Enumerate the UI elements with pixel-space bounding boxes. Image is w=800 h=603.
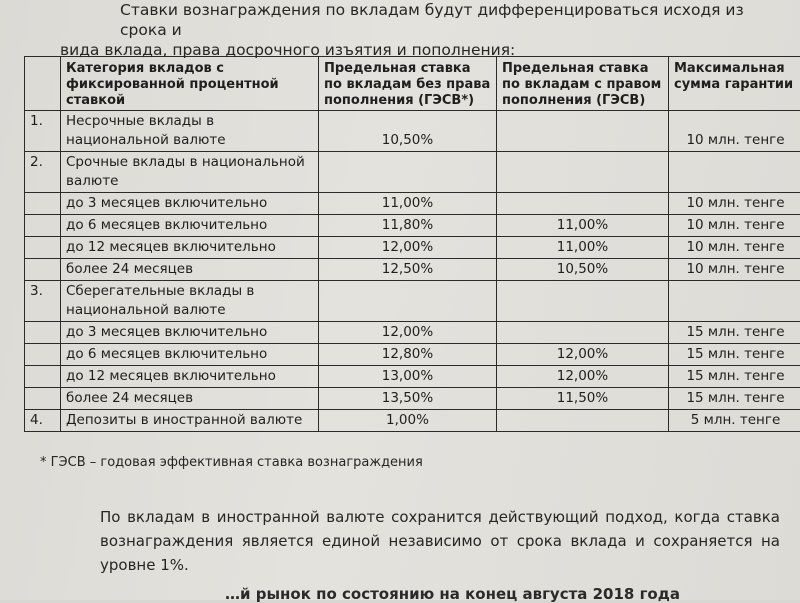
row-category: Сберегательные вклады в национальной валюте [61,281,319,322]
rate-with-replenishment: 11,50% [497,388,669,410]
row-number [25,259,61,281]
rate-without-replenishment: 13,50% [319,388,497,410]
max-guarantee: 10 млн. тенге [669,111,800,152]
row-number: 2. [25,152,61,193]
header-guarantee: Максимальная сумма гарантии [669,57,800,111]
rate-without-replenishment: 13,00% [319,366,497,388]
body-paragraph [40,505,780,577]
rate-with-replenishment [497,410,669,432]
row-number: 4. [25,410,61,432]
row-category: до 6 месяцев включительно [61,215,319,237]
table-row [25,111,800,152]
rate-with-replenishment: 12,00% [497,344,669,366]
intro-line-2: вида вклада, права досрочного изъятия и пополнения: [60,40,780,60]
row-category: до 3 месяцев включительно [61,322,319,344]
row-number [25,344,61,366]
row-category: более 24 месяцев [61,259,319,281]
row-number [25,237,61,259]
rate-without-replenishment: 12,00% [319,322,497,344]
rate-with-replenishment: 10,50% [497,259,669,281]
header-rate-with-right: Предельная ставка по вкладам с правом пополнения (ГЭСВ) [497,57,669,111]
row-category: Несрочные вклады в национальной валюте [61,111,319,152]
header-num [25,57,61,111]
row-number [25,322,61,344]
table-header-row [25,57,800,111]
cut-off-heading: …й рынок по состоянию на конец августа 2018 года [225,585,680,603]
table-row [25,215,800,237]
row-number [25,215,61,237]
rate-without-replenishment: 11,80% [319,215,497,237]
rate-without-replenishment: 11,00% [319,193,497,215]
table-row [25,366,800,388]
max-guarantee: 15 млн. тенге [669,388,800,410]
rate-with-replenishment: 12,00% [497,366,669,388]
table-row [25,344,800,366]
table-row [25,410,800,432]
intro-paragraph [60,0,780,60]
table-row [25,237,800,259]
table-row [25,193,800,215]
paragraph-text: По вкладам в иностранной валюте сохранится действующий подход, когда ставка вознаграждения является единой независимо от срока вклада и сохраняется на уровне 1%. [40,505,780,577]
row-category: до 12 месяцев включительно [61,237,319,259]
row-category: Депозиты в иностранной валюте [61,410,319,432]
deposit-rates-table [24,56,800,432]
table-row [25,281,800,322]
table-row [25,322,800,344]
row-number [25,366,61,388]
row-category: более 24 месяцев [61,388,319,410]
rate-with-replenishment: 11,00% [497,237,669,259]
rate-without-replenishment [319,152,497,193]
max-guarantee [669,281,800,322]
table-row [25,259,800,281]
footnote: * ГЭСВ – годовая эффективная ставка вознаграждения [40,455,423,470]
row-category: до 12 месяцев включительно [61,366,319,388]
rate-without-replenishment: 12,50% [319,259,497,281]
row-category: до 3 месяцев включительно [61,193,319,215]
rate-with-replenishment [497,152,669,193]
rate-with-replenishment [497,111,669,152]
rate-without-replenishment [319,281,497,322]
row-category: Срочные вклады в национальной валюте [61,152,319,193]
max-guarantee: 15 млн. тенге [669,344,800,366]
rate-with-replenishment: 11,00% [497,215,669,237]
max-guarantee: 10 млн. тенге [669,259,800,281]
max-guarantee: 10 млн. тенге [669,193,800,215]
table-row [25,152,800,193]
row-number: 1. [25,111,61,152]
rate-with-replenishment [497,281,669,322]
rate-with-replenishment [497,322,669,344]
header-category: Категория вкладов с фиксированной процентной ставкой [61,57,319,111]
row-number [25,388,61,410]
row-category: до 6 месяцев включительно [61,344,319,366]
rate-without-replenishment: 12,80% [319,344,497,366]
header-rate-no-right: Предельная ставка по вкладам без права пополнения (ГЭСВ*) [319,57,497,111]
max-guarantee: 10 млн. тенге [669,215,800,237]
intro-line-1: Ставки вознаграждения по вкладам будут дифференцироваться исходя из срока и [60,0,780,40]
max-guarantee: 5 млн. тенге [669,410,800,432]
rate-with-replenishment [497,193,669,215]
row-number: 3. [25,281,61,322]
rate-without-replenishment: 1,00% [319,410,497,432]
row-number [25,193,61,215]
max-guarantee [669,152,800,193]
rate-without-replenishment: 10,50% [319,111,497,152]
max-guarantee: 15 млн. тенге [669,322,800,344]
max-guarantee: 10 млн. тенге [669,237,800,259]
max-guarantee: 15 млн. тенге [669,366,800,388]
table-row [25,388,800,410]
rate-without-replenishment: 12,00% [319,237,497,259]
